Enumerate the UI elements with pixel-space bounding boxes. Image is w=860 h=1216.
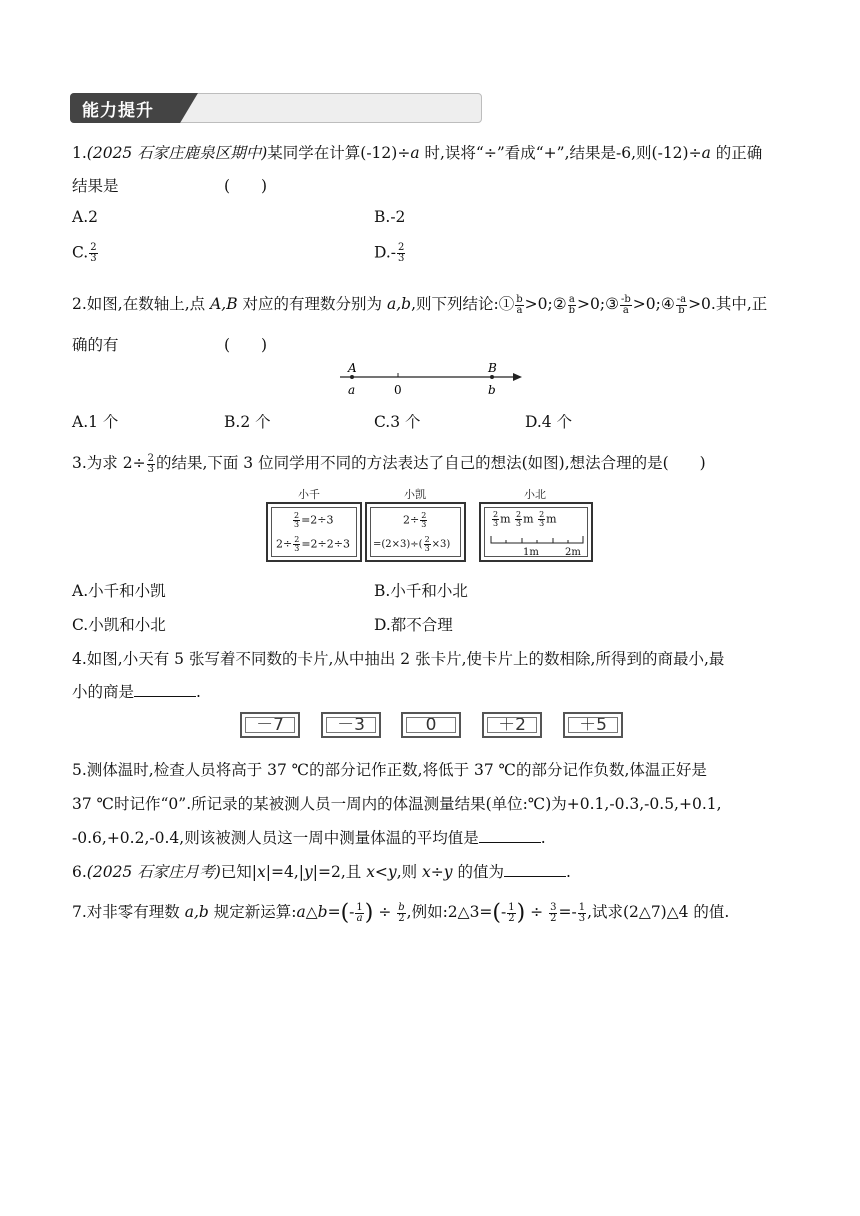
minus-sign: -	[349, 903, 355, 921]
q1-option-b: B.-2	[374, 208, 406, 226]
card-plus-5: ＋5	[563, 712, 623, 738]
denominator: 3	[90, 253, 97, 264]
answer-blank[interactable]	[479, 830, 541, 843]
value-a-label: a	[348, 383, 356, 397]
answer-blank[interactable]	[134, 684, 196, 697]
point-b-dot	[490, 375, 494, 379]
denominator: 2	[508, 912, 515, 924]
q3-number: 3.	[72, 454, 87, 472]
numerator: -b	[620, 293, 631, 305]
numerator: 2	[294, 511, 300, 520]
var-x: x	[257, 863, 266, 881]
q2-vars: a,b	[386, 295, 412, 313]
denominator: 2	[550, 912, 557, 924]
q1-source: (2025 石家庄鹿泉区期中)	[86, 144, 268, 162]
numerator: 1	[356, 901, 363, 913]
q6-number: 6.	[72, 863, 87, 881]
fraction	[397, 903, 405, 924]
q6-text: ,则	[396, 863, 423, 881]
xb-2m-label: 2m	[565, 547, 581, 558]
denominator: 3	[493, 519, 499, 528]
denominator: 3	[516, 519, 522, 528]
denominator: 3	[421, 520, 427, 529]
answer-paren: ( )	[224, 336, 268, 354]
numerator: b	[398, 901, 405, 913]
numerator: 3	[550, 901, 557, 913]
numerator: 2	[424, 535, 430, 544]
minus-sign: -	[501, 903, 507, 921]
q1-number: 1.	[72, 144, 87, 162]
q2-text: >0;④	[632, 295, 675, 313]
q1-text: 结果是	[72, 177, 119, 195]
q2-points: A,B	[210, 295, 238, 313]
numerator: 2	[493, 510, 499, 519]
q7-vars: a,b	[184, 903, 209, 921]
q2-text: >0.其中,正	[688, 295, 768, 313]
denominator: b	[678, 304, 685, 316]
paren-close: )	[516, 900, 526, 926]
q6-source: (2025 石家庄月考)	[86, 863, 221, 881]
numerator: -a	[676, 293, 687, 305]
numerator: b	[516, 293, 523, 305]
fraction	[293, 536, 300, 553]
q1-var: a	[410, 144, 420, 162]
fraction	[424, 536, 431, 553]
q3-text: 的结果,下面 3 位同学用不同的方法表达了自己的想法(如图),想法合理的是( )	[155, 454, 706, 472]
fraction	[293, 512, 300, 529]
q2-text: 确的有	[72, 336, 119, 354]
q7-text: ,试求(2△7)△4 的值.	[587, 903, 730, 921]
q4-text: .	[196, 683, 201, 701]
q3-option-c: C.小凯和小北	[72, 616, 166, 634]
figure-box-xiaobei	[479, 502, 593, 562]
numerator: 2	[516, 510, 522, 519]
q6-text: |=4,|	[265, 863, 304, 881]
option-label: C.	[72, 243, 89, 262]
q3-option-d: D.都不合理	[374, 616, 453, 634]
q2-option-c: C.3 个	[374, 413, 421, 431]
q2-line1	[72, 292, 767, 316]
xk-line2	[373, 536, 450, 553]
q5-text: -0.6,+0.2,-0.4,则该被测人员这一周中测量体温的平均值是	[72, 829, 479, 847]
q1-option-c	[72, 243, 99, 264]
q3-option-a: A.小千和小凯	[72, 582, 166, 600]
q5-text: 测体温时,检查人员将高于 37 ℃的部分记作正数,将低于 37 ℃的部分记作负数,体温正好是	[86, 761, 707, 779]
q6-expr: x÷y	[422, 863, 453, 881]
q3-option-b: B.小千和小北	[374, 582, 468, 600]
q1-option-d	[374, 243, 406, 264]
paren-close: )	[364, 900, 374, 926]
unit: m	[500, 512, 511, 526]
expr-text: =2÷3	[301, 513, 334, 527]
q2-text: 如图,在数轴上,点	[86, 295, 211, 313]
q2-number: 2.	[72, 295, 87, 313]
q1-text: 某同学在计算(-12)÷	[267, 144, 411, 162]
fraction	[147, 454, 155, 475]
numerator: 2	[294, 535, 300, 544]
fraction	[676, 295, 687, 316]
q2-option-d: D.4 个	[525, 413, 573, 431]
figure-box-xiaokai	[365, 502, 466, 562]
xq-line2	[276, 536, 350, 553]
unit: m	[546, 512, 557, 526]
name-xiaokai: 小凯	[404, 488, 426, 501]
fraction	[568, 295, 576, 316]
q5-number: 5.	[72, 761, 87, 779]
q5-line3	[72, 826, 546, 848]
denominator: a	[516, 304, 523, 316]
xk-line1	[403, 512, 428, 529]
expr-text: 2÷	[276, 537, 293, 551]
q3-line1	[72, 451, 706, 475]
q6-text: 的值为	[452, 863, 504, 881]
paren-open: (	[492, 900, 502, 926]
q7-text: 对非零有理数	[86, 903, 185, 921]
q6-line	[72, 860, 571, 882]
q1-text: 时,误将“÷”看成“+”,结果是-6,则(-12)÷	[419, 144, 702, 162]
card-zero: 0	[401, 712, 461, 738]
axis-arrow	[513, 373, 522, 381]
expr-text: =(2×3)÷(	[373, 539, 423, 550]
q7-text: =	[327, 903, 341, 921]
section-title: 能力提升	[82, 101, 154, 121]
fraction	[492, 511, 499, 528]
denominator: b	[568, 304, 575, 316]
figure-box-xiaoqian	[266, 502, 362, 562]
denominator: 3	[539, 519, 545, 528]
option-label: D.-	[374, 243, 397, 262]
var-y: y	[303, 863, 313, 881]
denominator: 2	[398, 912, 405, 924]
name-xiaoqian: 小千	[298, 488, 320, 501]
expr-text: =2÷2÷3	[301, 537, 350, 551]
fraction	[515, 295, 523, 316]
denominator: 3	[578, 912, 586, 924]
unit: m	[523, 512, 534, 526]
numerator: 2	[398, 242, 405, 253]
fraction	[507, 903, 515, 924]
q2-option-b: B.2 个	[224, 413, 271, 431]
denominator: 3	[147, 463, 154, 475]
numerator: 1	[578, 901, 586, 913]
q4-line1	[72, 647, 724, 669]
q4-line2	[72, 680, 201, 702]
q1-line2	[72, 174, 268, 196]
point-a-label: A	[348, 361, 357, 375]
card-minus-7: －7	[240, 712, 300, 738]
q5-text: .	[540, 829, 546, 847]
xb-segment-diagram	[489, 534, 585, 548]
q3-text: 为求 2÷	[86, 454, 146, 472]
denominator: 3	[294, 544, 300, 553]
xq-line1	[292, 512, 334, 529]
card-minus-3: －3	[321, 712, 381, 738]
q2-text: ,则下列结论:①	[411, 295, 515, 313]
q2-option-a: A.1 个	[72, 413, 119, 431]
q1-line1	[72, 141, 762, 163]
fraction	[549, 903, 557, 924]
card-plus-2: ＋2	[482, 712, 542, 738]
q7-line: 7.对非零有理数 a,b 规定新运算:a△b=(- $\frac{1}{a}$ ) ÷ $\frac{b}{2}$ ,例如:2△3=(- $\frac{1}{2}$ ) ÷ $\frac{3}{2}$ =- $\frac{1}{3}$ ,试求(2△7)△4 的值.	[72, 900, 730, 926]
number-line-figure	[330, 360, 530, 400]
q5-line2: 37 ℃时记作“0”.所记录的某被测人员一周内的体温测量结果(单位:℃)为+0.1,-0.3,-0.5,+0.1,	[72, 795, 722, 813]
q1-option-a: A.2	[72, 208, 98, 226]
section-banner	[70, 93, 482, 123]
answer-paren: ( )	[224, 177, 268, 195]
fraction	[620, 295, 632, 316]
q2-text: >0;③	[577, 295, 619, 313]
q1-text: 的正确	[710, 144, 763, 162]
fraction	[515, 511, 522, 528]
value-b-label: b	[488, 383, 496, 397]
name-xiaobei: 小北	[524, 488, 546, 501]
fraction	[89, 243, 97, 264]
q1-var: a	[701, 144, 711, 162]
q7-text: ,例如:2△3=	[406, 903, 493, 921]
answer-blank[interactable]	[504, 864, 566, 877]
q7-number: 7.	[72, 903, 87, 921]
numerator: 2	[90, 242, 97, 253]
fraction	[397, 243, 405, 264]
denominator: 3	[294, 520, 300, 529]
numerator: a	[568, 293, 575, 305]
q2-line2	[72, 333, 268, 355]
q7-definition: a△b	[296, 903, 328, 921]
fraction	[420, 512, 427, 529]
q6-text: |=2,且	[312, 863, 367, 881]
fraction	[538, 511, 545, 528]
q2-text: >0;②	[524, 295, 567, 313]
point-a-dot	[350, 375, 354, 379]
denominator: 3	[398, 253, 405, 264]
q6-text: 已知|	[220, 863, 257, 881]
denominator: a	[622, 304, 629, 316]
q4-text: 如图,小天有 5 张写着不同数的卡片,从中抽出 2 张卡片,使卡片上的数相除,所得到的商最小,最	[86, 650, 725, 668]
fraction	[578, 903, 586, 924]
denominator: a	[356, 912, 363, 924]
q4-number: 4.	[72, 650, 87, 668]
expr-text: ×3)	[431, 539, 451, 550]
denominator: 3	[424, 544, 430, 553]
numerator: 2	[539, 510, 545, 519]
point-b-label: B	[488, 361, 497, 375]
q5-line1	[72, 758, 707, 780]
numerator: 2	[421, 511, 427, 520]
q4-text: 小的商是	[72, 683, 135, 701]
q6-condition: x<y	[366, 863, 397, 881]
paren-open: (	[340, 900, 350, 926]
numerator: 2	[147, 452, 154, 464]
q2-text: 对应的有理数分别为	[237, 295, 387, 313]
xb-segment-labels	[491, 511, 557, 528]
numerator: 1	[508, 901, 515, 913]
zero-label: 0	[394, 383, 402, 397]
q7-text: 规定新运算:	[208, 903, 297, 921]
q6-text: .	[565, 863, 571, 881]
xb-1m-label: 1m	[523, 547, 539, 558]
fraction	[355, 903, 363, 924]
expr-text: 2÷	[403, 513, 420, 527]
